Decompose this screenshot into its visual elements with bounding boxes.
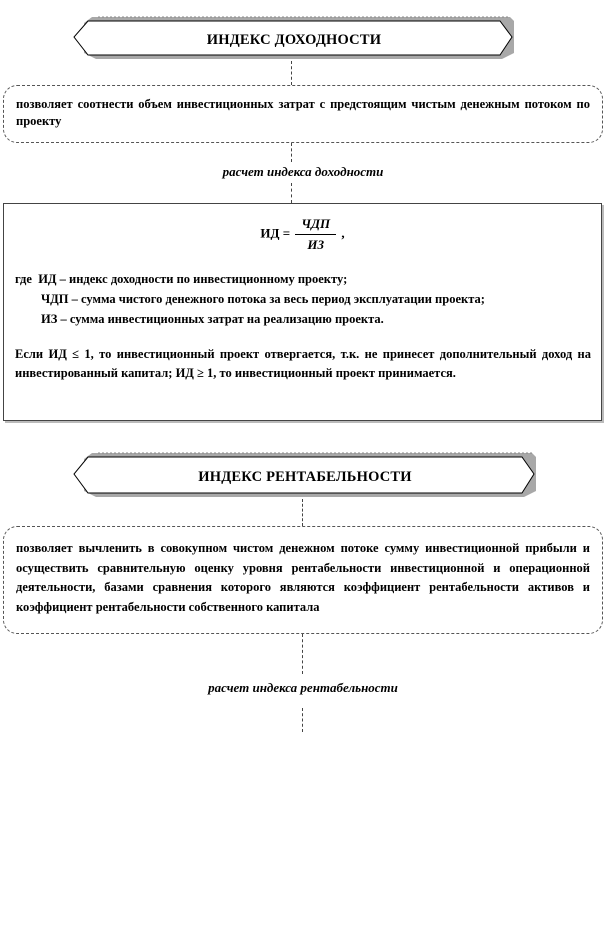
formula-denominator: ИЗ <box>307 237 325 252</box>
connector-line <box>302 634 303 674</box>
connector-line <box>291 61 292 85</box>
definition-id: ИД – индекс доходности по инвестиционному проекту; <box>38 272 348 286</box>
description-box <box>3 526 603 634</box>
description-text: позволяет соотнести объем инвестиционных затрат с предстоящим чистым денежным потоком по проекту <box>16 97 590 128</box>
title-box-return-index <box>70 449 540 499</box>
formula-tail: , <box>341 225 345 241</box>
decision-rule: Если ИД ≤ 1, то инвестиционный проект отвергается, т.к. не принесет дополнительный доход на инвестированный капитал; ИД ≥ 1, то инвестиционный проект принимается. <box>15 347 591 380</box>
section-title: ИНДЕКС ДОХОДНОСТИ <box>206 31 382 48</box>
description-box <box>3 85 603 143</box>
formula-box <box>3 203 602 421</box>
formula <box>4 216 601 253</box>
connector-line <box>291 183 292 203</box>
definition-line-1 <box>15 272 347 287</box>
connector-line <box>302 499 303 526</box>
title-box-profitability-index <box>70 13 518 61</box>
definitions-prefix: где <box>15 272 32 286</box>
definition-line-3: ИЗ – сумма инвестиционных затрат на реализацию проекта. <box>41 312 384 326</box>
formula-numerator: ЧДП <box>295 216 336 235</box>
definition-line-2: ЧДП – сумма чистого денежного потока за весь период эксплуатации проекта; <box>41 292 485 306</box>
connector-line <box>291 143 292 162</box>
calc-caption: расчет индекса рентабельности <box>208 680 398 695</box>
section-title: ИНДЕКС РЕНТАБЕЛЬНОСТИ <box>198 468 412 485</box>
formula-fraction <box>295 216 336 253</box>
connector-line <box>302 708 303 732</box>
formula-lhs: ИД = <box>260 225 291 241</box>
calc-caption: расчет индекса доходности <box>222 164 384 179</box>
description-text: позволяет вычленить в совокупном чистом денежном потоке сумму инвестиционной прибыли и осуществить сравнительную оценку уровня рентабельности инвестиционной и операционной деятельности, базами сравнения которого являются коэффициент рентабельности активов и коэффициент рентабельности собственного капитала <box>16 541 590 614</box>
